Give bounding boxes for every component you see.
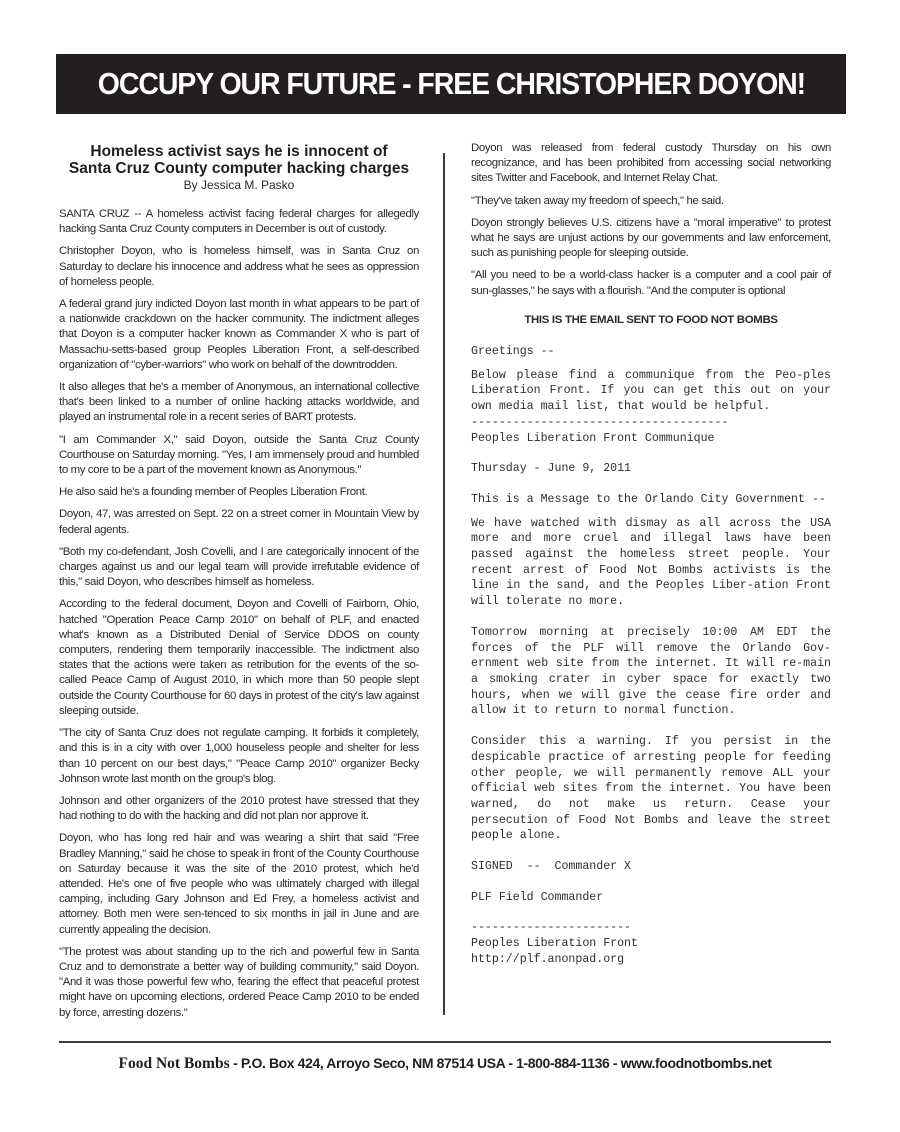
communique-org-name: Peoples Liberation Front [471,937,638,951]
column-divider [443,153,445,1015]
communique-org-url: http://plf.anonpad.org [471,952,625,966]
article-paragraph: "The protest was about standing up to the rich and powerful few in Santa Cruz and to demonstrate a better way of building community," said Doyon. "And it was those powerful few who, fearing the effect that peaceful protest might have on upcoming elections, ordered Peace Camp 2010 to be ended by force, arresting dozens." [59,945,419,1019]
communique-signer-title: PLF Field Commander [471,890,604,904]
article-headline [59,143,419,177]
email-body [471,344,831,968]
page-footer [59,1055,831,1073]
footer-divider [59,1041,831,1043]
banner-title: OCCUPY OUR FUTURE - FREE CHRISTOPHER DOYON! [97,66,805,101]
article-paragraph: "The city of Santa Cruz does not regulate camping. It forbids it completely, and this is in a city with over 1,000 houseless people and shelter for less than 10 percent on our best days," "Peace Camp 2010" organizer Becky Johnson wrote last month on the group's blog. [59,727,419,785]
email-section-heading: THIS IS THE EMAIL SENT TO FOOD NOT BOMBS [524,313,778,326]
communique-paragraph: We have watched with dismay as all across the USA more and more cruel and illegal laws have been passed against the homeless street people. Your recent arrest of Food Not Bombs activists is the line in the sand, and the Peoples Liber-ation Front will tolerate no more. [471,516,831,609]
article-paragraph: Doyon strongly believes U.S. citizens have a "moral imperative" to protest what he says are unjust actions by our governments and law enforcement, such as punishing people for sleeping outside. [471,216,831,260]
article-paragraph: Doyon was released from federal custody Thursday on his own recognizance, and has been prohibited from accessing social networking sites Twitter and Facebook, and Internet Relay Chat. [471,142,831,185]
communique-addressee: This is a Message to the Orlando City Government -- [471,492,826,506]
headline-line-1: Homeless activist says he is innocent of [90,143,388,160]
article-column-right [471,141,831,976]
email-greeting: Greetings -- [471,345,555,359]
article-paragraph: Christopher Doyon, who is homeless himself, was in Santa Cruz on Saturday to declare his innocence and address what he sees as oppression of homeless people. [59,245,419,288]
article-paragraph: Doyon, 47, was arrested on Sept. 22 on a street corner in Mountain View by federal agents. [59,508,419,536]
article-column-left [59,140,419,1028]
footer-org-name: Food Not Bombs [118,1055,230,1072]
email-separator: ----------------------- [471,921,632,935]
communique-paragraph: Tomorrow morning at precisely 10:00 AM EDT the forces of the PLF will remove the Orlando Gov-ernment web site from the internet. It will re-main a smoking crater in cyber space for exactly two hours, when we will give the cease fire order and allow it to return to normal function. [471,625,831,718]
article-paragraph: It also alleges that he's a member of Anonymous, an international collective that's been linked to a number of online hacking attacks worldwide, and played an instrumental role in a recent series of BART protests. [59,381,419,424]
footer-contact-info: - P.O. Box 424, Arroyo Seco, NM 87514 USA - 1-800-884-1136 - www.foodnotbombs.net [229,1055,772,1071]
article-byline: By Jessica M. Pasko [183,178,295,192]
article-paragraph: Johnson and other organizers of the 2010 protest have stressed that they had nothing to do with the hacking and did not plan nor approve it. [59,794,419,823]
communique-paragraph: Consider this a warning. If you persist in the despicable practice of arresting people for feeding other people, we will permanently remove ALL your official web sites from the internet. You have been warned, do not make us return. Cease your persecution of Food Not Bombs and leave the street people alone. [471,735,831,843]
page-banner [56,54,846,114]
email-separator: ------------------------------------- [471,415,729,429]
article-paragraph: According to the federal document, Doyon and Covelli of Fairborn, Ohio, hatched "Operation Peace Camp 2010" on behalf of PLF, and enacted what's known as a Distributed Denial of Service DDOS on county computers, rendering them temporarily inaccessible. The indictment also states that the actions were taken as retribution for the events of the so-called Peace Camp of August 2010, in which more than 50 people slept outside the County Courthouse for 60 days in protest of the city's law against sleeping outside. [59,598,419,717]
communique-title: Peoples Liberation Front Communique [471,431,715,445]
communique-date: Thursday - June 9, 2011 [471,462,632,476]
article-paragraph: A federal grand jury indicted Doyon last month in what appears to be part of a nationwide crackdown on the hacker community. The indictment alleges that Doyon is a computer hacker known as Commander X who is part of Massachu-setts-based group Peoples Liberation Front, a self-described organization of "cyber-warriors" who work on behalf of the downtrodden. [59,298,419,371]
headline-line-2: Santa Cruz County computer hacking charges [68,160,410,177]
article-paragraph: "They've taken away my freedom of speech," he said. [471,194,724,207]
article-paragraph: "I am Commander X," said Doyon, outside the Santa Cruz County Courthouse on Saturday morning. "Yes, I am immensely proud and humbled to my core to be a part of the movement known as Anonymous." [59,433,419,477]
article-paragraph: SANTA CRUZ -- A homeless activist facing federal charges for allegedly hacking Santa Cruz County computers in December is out of custody. [59,208,419,236]
article-paragraph: "Both my co-defendant, Josh Covelli, and I are categorically innocent of the charges against us and our legal team will provide irrefutable evidence of this," said Doyon, who describes himself as homeless. [59,545,419,589]
article-paragraph: He also said he's a founding member of Peoples Liberation Front. [59,486,368,499]
article-paragraph: "All you need to be a world-class hacker is a computer and a cool pair of sun-glasses," he says with a flourish. "And the computer is optional [471,269,831,297]
article-paragraph: Doyon, who has long red hair and was wearing a shirt that said "Free Bradley Manning," said he chose to speak in front of the County Courthouse on Saturday because it was the site of the 2010 protest, which he'd attended. He's one of five people who was ultimately charged with illegal camping, including Gary Johnson and Ed Frey, a homeless activist and attorney. Both men were sen-tenced to six months in jail in June and are currently appealing the decision. [59,832,419,936]
email-intro: Below please find a communique from the Peo-ples Liberation Front. If you can get this out on your own media mail list, that would be helpful. [471,368,831,414]
communique-signature: SIGNED -- Commander X [471,860,632,874]
